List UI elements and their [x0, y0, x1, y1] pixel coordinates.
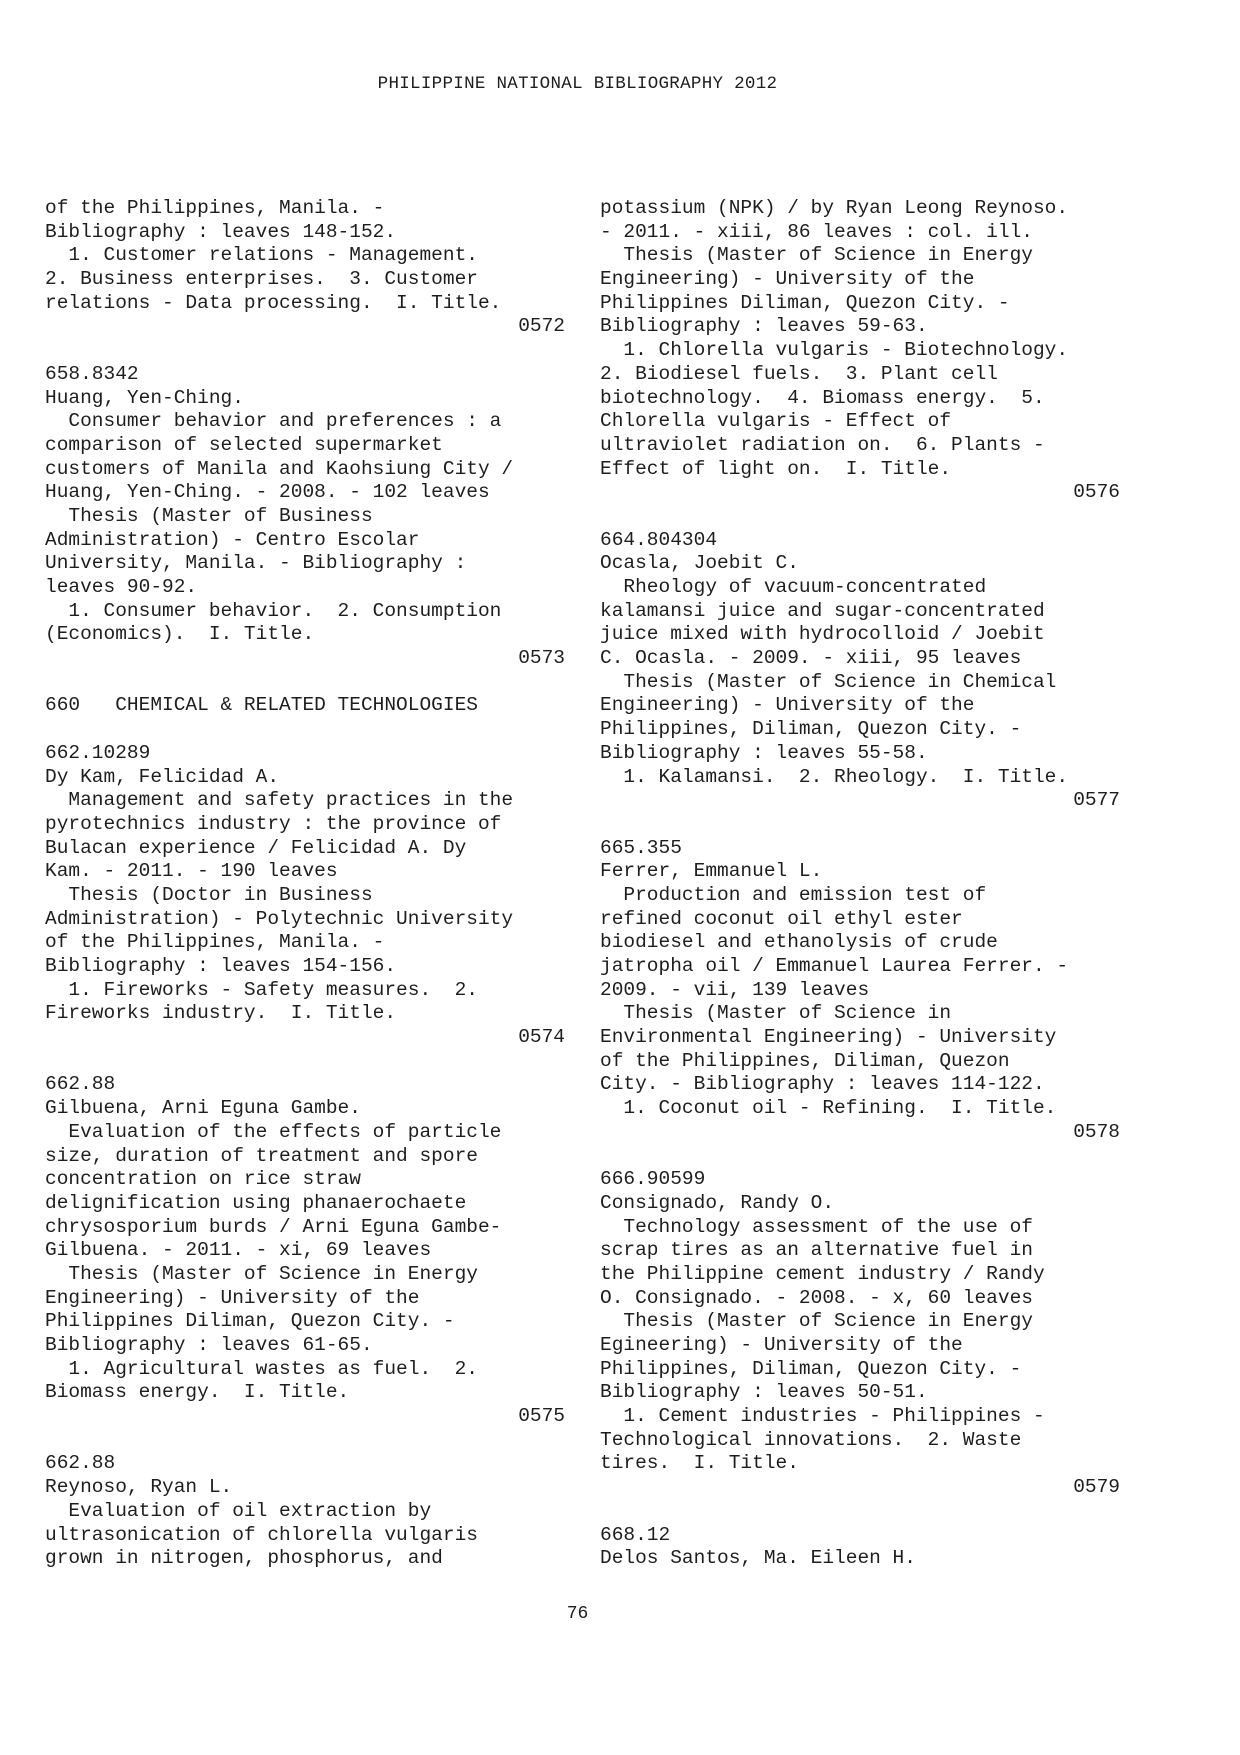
right-column-text-line: Technological innovations. 2. Waste — [600, 1428, 1022, 1451]
right-column-text-line: Engineering) - University of the — [600, 694, 975, 717]
left-column-text-line: Bulacan experience / Felicidad A. Dy — [45, 836, 467, 859]
blank-line — [600, 813, 1120, 837]
left-column-text-line: customers of Manila and Kaohsiung City / — [45, 457, 514, 480]
right-column-text-line: biodiesel and ethanolysis of crude — [600, 931, 998, 954]
left-column-text-line: Thesis (Master of Business — [45, 504, 373, 527]
left-column-text-line: 1. Fireworks - Safety measures. 2. — [45, 978, 478, 1001]
right-column-text-line: 1. Chlorella vulgaris - Biotechnology. — [600, 339, 1069, 362]
left-column-text-line: Evaluation of the effects of particle — [45, 1120, 502, 1143]
left-column-text-line: Administration) - Polytechnic University — [45, 907, 514, 930]
left-column-text-line: Thesis (Master of Science in Energy — [45, 1262, 478, 1285]
entry-number: 0573 — [518, 647, 565, 670]
page-number: 76 — [566, 1604, 589, 1624]
blank-line — [45, 718, 565, 742]
right-column-text-line: 668.12 — [600, 1523, 671, 1546]
right-column-text-line: Environmental Engineering) - University — [600, 1026, 1057, 1049]
blank-line — [600, 505, 1120, 529]
blank-line — [600, 1500, 1120, 1524]
left-column-text-line: 662.88 — [45, 1452, 116, 1475]
right-column-text-line: Thesis (Master of Science in Chemical — [600, 670, 1057, 693]
right-column-text-line: Rheology of vacuum-concentrated — [600, 576, 987, 598]
right-column — [600, 197, 1120, 1571]
left-column-text-line: Fireworks industry. I. Title. — [45, 1002, 397, 1025]
right-column-text-line: Chlorella vulgaris - Effect of — [600, 410, 952, 433]
blank-line — [45, 1429, 565, 1453]
entry-number: 0577 — [1073, 789, 1120, 812]
entry-number: 0579 — [1073, 1476, 1120, 1499]
right-column-text-line: juice mixed with hydrocolloid / Joebit — [600, 623, 1045, 646]
left-column-text-line: (Economics). I. Title. — [45, 623, 315, 646]
blank-line — [600, 1145, 1120, 1169]
right-column-text-line: ultraviolet radiation on. 6. Plants - — [600, 433, 1045, 456]
blank-line — [45, 1050, 565, 1074]
left-column-text-line: Gilbuena, Arni Eguna Gambe. — [45, 1097, 361, 1120]
right-column-text-line: O. Consignado. - 2008. - x, 60 leaves — [600, 1286, 1033, 1309]
right-column-text-line: Delos Santos, Ma. Eileen H. — [600, 1547, 916, 1570]
left-column-text-line: Biomass energy. I. Title. — [45, 1381, 350, 1404]
left-column-text-line: 662.88 — [45, 1073, 116, 1096]
right-column-text-line: 2. Biodiesel fuels. 3. Plant cell — [600, 362, 998, 385]
left-column-text-line: grown in nitrogen, phosphorus, and — [45, 1547, 443, 1570]
left-column-text-line: ultrasonication of chlorella vulgaris — [45, 1523, 478, 1546]
right-column-text-line: C. Ocasla. - 2009. - xiii, 95 leaves — [600, 647, 1022, 670]
right-column-text-line: 2009. - vii, 139 leaves — [600, 978, 870, 1001]
left-column-text-line: 1. Consumer behavior. 2. Consumption — [45, 599, 502, 622]
left-column-text-line: Philippines Diliman, Quezon City. - — [45, 1310, 455, 1333]
left-column-text-line: 2. Business enterprises. 3. Customer — [45, 268, 478, 291]
left-column-text-line: Reynoso, Ryan L. — [45, 1476, 233, 1499]
left-column-text-line: Dy Kam, Felicidad A. — [45, 765, 280, 788]
left-column-text-line: chrysosporium burds / Arni Eguna Gambe- — [45, 1215, 502, 1238]
left-column-text-line: of the Philippines, Manila. - — [45, 197, 385, 219]
left-column-text-line: Huang, Yen-Ching. - 2008. - 102 leaves — [45, 481, 490, 504]
right-column-text-line: 1. Kalamansi. 2. Rheology. I. Title. — [600, 765, 1069, 788]
right-column-text-line: Bibliography : leaves 55-58. — [600, 741, 928, 764]
right-column-text-line: of the Philippines, Diliman, Quezon — [600, 1049, 1010, 1072]
left-column-text-line: Huang, Yen-Ching. — [45, 386, 244, 409]
right-column-text-line: 1. Cement industries - Philippines - — [600, 1405, 1045, 1428]
left-column-text-line: Evaluation of oil extraction by — [45, 1499, 432, 1522]
right-column-text-line: Egineering) - University of the — [600, 1334, 963, 1356]
right-column-text-line: tires. I. Title. — [600, 1452, 799, 1475]
left-column-text-line: University, Manila. - Bibliography : — [45, 552, 467, 575]
left-column-text-line: Bibliography : leaves 148-152. — [45, 220, 397, 243]
left-column-text-line: 658.8342 — [45, 362, 139, 385]
right-column-text-line: Ocasla, Joebit C. — [600, 552, 799, 575]
right-column-text-line: 1. Coconut oil - Refining. I. Title. — [600, 1097, 1057, 1120]
right-column-text-line: biotechnology. 4. Biomass energy. 5. — [600, 386, 1045, 409]
left-column-text-line: concentration on rice straw — [45, 1168, 361, 1191]
right-column-text-line: potassium (NPK) / by Ryan Leong Reynoso. — [600, 197, 1069, 219]
page-header: PHILIPPINE NATIONAL BIBLIOGRAPHY 2012 — [377, 74, 778, 94]
right-column-text-line: Philippines Diliman, Quezon City. - — [600, 291, 1010, 314]
left-column-text-line: Engineering) - University of the — [45, 1286, 420, 1309]
right-column-text-line: Consignado, Randy O. — [600, 1191, 835, 1214]
left-column-text-line: 1. Agricultural wastes as fuel. 2. — [45, 1357, 478, 1380]
left-column-text-line: 660 CHEMICAL & RELATED TECHNOLOGIES — [45, 694, 478, 717]
right-column-text-line: scrap tires as an alternative fuel in — [600, 1239, 1033, 1262]
right-column-text-line: Thesis (Master of Science in Energy — [600, 1310, 1033, 1333]
right-column-text-line: Ferrer, Emmanuel L. — [600, 860, 823, 883]
left-column — [45, 197, 565, 1571]
entry-number: 0572 — [518, 315, 565, 338]
right-column-text-line: jatropha oil / Emmanuel Laurea Ferrer. - — [600, 955, 1069, 977]
right-column-text-line: Bibliography : leaves 50-51. — [600, 1381, 928, 1404]
right-column-text-line: Production and emission test of — [600, 883, 987, 906]
blank-line — [45, 339, 565, 363]
right-column-text-line: 664.804304 — [600, 528, 718, 551]
right-column-text-line: Technology assessment of the use of — [600, 1215, 1033, 1238]
right-column-text-line: 665.355 — [600, 836, 682, 859]
right-column-text-line: Philippines, Diliman, Quezon City. - — [600, 1357, 1022, 1380]
entry-number: 0576 — [1073, 481, 1120, 504]
right-column-text-line: - 2011. - xiii, 86 leaves : col. ill. — [600, 220, 1033, 243]
left-column-text-line: Thesis (Doctor in Business — [45, 883, 373, 906]
left-column-text-line: 662.10289 — [45, 741, 151, 764]
right-column-text-line: Engineering) - University of the — [600, 268, 975, 291]
left-column-text-line: comparison of selected supermarket — [45, 433, 443, 456]
entry-number: 0575 — [518, 1405, 565, 1428]
left-column-text-line: 1. Customer relations - Management. — [45, 244, 478, 267]
left-column-text-line: Management and safety practices in the — [45, 789, 514, 812]
right-column-text-line: Philippines, Diliman, Quezon City. - — [600, 718, 1022, 741]
right-column-text-line: the Philippine cement industry / Randy — [600, 1262, 1045, 1285]
left-column-text-line: Bibliography : leaves 154-156. — [45, 955, 397, 977]
left-column-text-line: Gilbuena. - 2011. - xi, 69 leaves — [45, 1239, 432, 1262]
right-column-text-line: refined coconut oil ethyl ester — [600, 907, 963, 930]
right-column-text-line: kalamansi juice and sugar-concentrated — [600, 599, 1045, 622]
right-column-text-line: Thesis (Master of Science in — [600, 1002, 952, 1025]
entry-number: 0574 — [518, 1026, 565, 1049]
left-column-text-line: size, duration of treatment and spore — [45, 1144, 478, 1167]
entry-number: 0578 — [1073, 1120, 1120, 1143]
right-column-text-line: Bibliography : leaves 59-63. — [600, 315, 928, 338]
left-column-text-line: Bibliography : leaves 61-65. — [45, 1334, 373, 1356]
right-column-text-line: 666.90599 — [600, 1168, 706, 1191]
right-column-text-line: Effect of light on. I. Title. — [600, 457, 952, 480]
right-column-text-line: City. - Bibliography : leaves 114-122. — [600, 1073, 1045, 1096]
left-column-text-line: delignification using phanaerochaete — [45, 1191, 467, 1214]
right-column-text-line: Thesis (Master of Science in Energy — [600, 244, 1033, 267]
left-column-text-line: Kam. - 2011. - 190 leaves — [45, 860, 338, 883]
left-column-text-line: relations - Data processing. I. Title. — [45, 291, 502, 314]
left-column-text-line: Administration) - Centro Escolar — [45, 528, 420, 551]
left-column-text-line: Consumer behavior and preferences : a — [45, 410, 502, 433]
left-column-text-line: leaves 90-92. — [45, 576, 198, 598]
left-column-text-line: pyrotechnics industry : the province of — [45, 812, 502, 835]
left-column-text-line: of the Philippines, Manila. - — [45, 931, 385, 954]
blank-line — [45, 671, 565, 695]
